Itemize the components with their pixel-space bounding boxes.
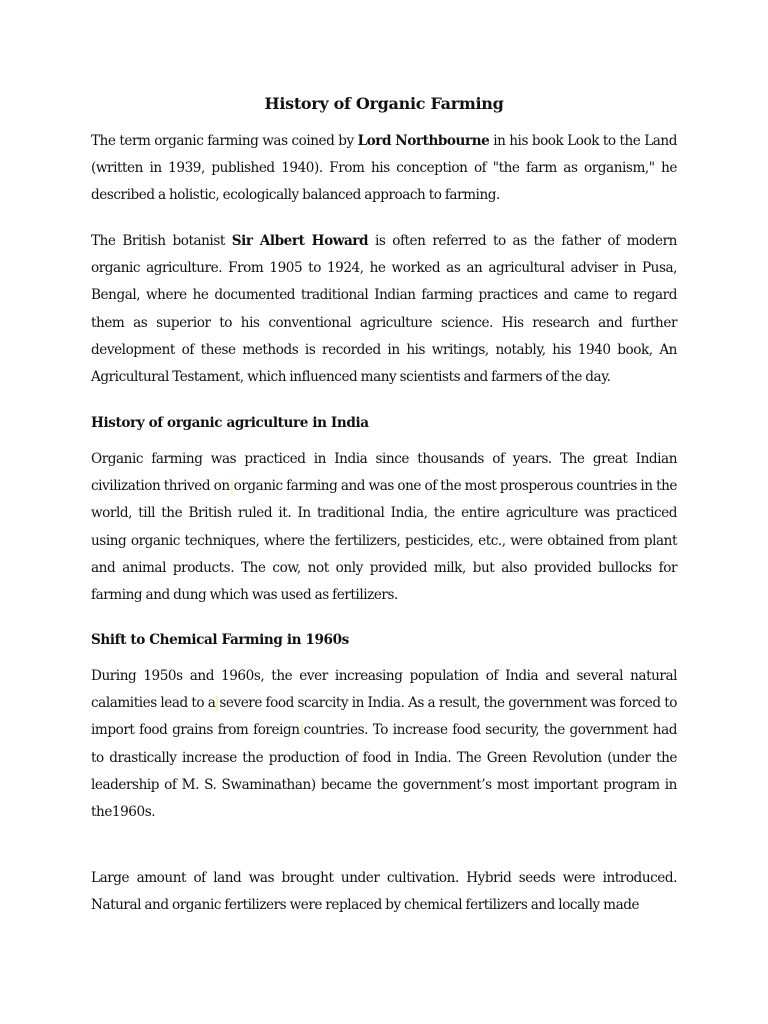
bold-name-howard: Sir Albert Howard <box>231 233 369 249</box>
paragraph-text: organic farming and was one of the most prosperous countries in the world, till the British ruled it. In traditional India, the entire agriculture was practiced using organic techniques, where the fertilizers, pesticides, etc., were obtained from plant and animal products. The cow, not only provided milk, but also provided bullocks for farming and dung which was used as fertilizers. <box>91 478 677 604</box>
paragraph-text: Organic farming was practiced in India since thousands of years. The great Indian civilization thrived on <box>91 451 677 495</box>
paragraph-text: During 1950s and 1960s, the ever increasing population of India and several natural calamities lead to a <box>91 668 677 712</box>
paragraph-text: severe food scarcity in India. As a result, the government was forced to import food grains from foreign <box>91 695 678 739</box>
bold-name-northbourne: Lord Northbourne <box>357 133 490 149</box>
paragraph-chemical-shift <box>91 663 677 826</box>
section-heading-chemical-farming: Shift to Chemical Farming in 1960s <box>91 632 349 648</box>
section-heading-india: History of organic agriculture in India <box>91 415 369 431</box>
paragraph-northbourne <box>91 128 677 210</box>
paragraph-text: countries. To increase food security, the government had to drastically increase the production of food in India. The Green Revolution (under the leadership of M. S. Swaminathan) became the government’s most important program in the1960s. <box>91 722 677 821</box>
page-title: History of Organic Farming <box>264 94 504 113</box>
highlight-mark <box>231 479 233 494</box>
highlight-mark <box>301 723 303 738</box>
paragraph-text: in his book Look to the Land (written in 1939, published 1940). From his conception of "the farm as organism," he described a holistic, ecologically balanced approach to farming. <box>91 133 677 204</box>
paragraph-howard <box>91 228 677 391</box>
paragraph-india-history <box>91 446 677 609</box>
paragraph-text: The term organic farming was coined by <box>91 133 358 149</box>
paragraph-text: is often referred to as the father of modern organic agriculture. From 1905 to 1924, he worked as an agricultural adviser in Pusa, Bengal, where he documented traditional Indian farming practices and came to regard them as superior to his conventional agriculture science. His research and further development of these methods is recorded in his writings, notably, his 1940 book, An Agricultural Testament, which influenced many scientists and farmers of the day. <box>91 233 677 386</box>
paragraph-text: The British botanist <box>91 233 232 249</box>
paragraph-cultivation: Large amount of land was brought under cultivation. Hybrid seeds were introduced. Natural and organic fertilizers were replaced by chemical fertilizers and locally made <box>91 870 677 914</box>
